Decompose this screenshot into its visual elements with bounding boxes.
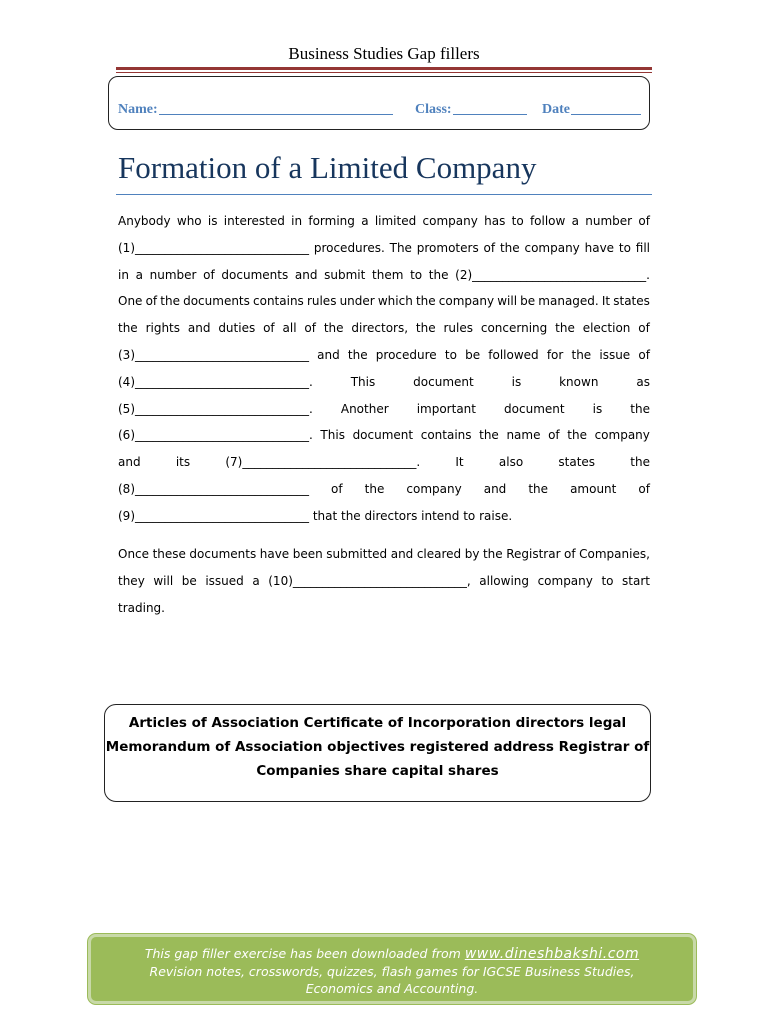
paragraph-line [118, 321, 650, 335]
word: is [511, 374, 522, 389]
paragraph-line [118, 547, 650, 561]
word: document [504, 401, 565, 416]
footer-banner [88, 934, 696, 1004]
header-rule-thick [116, 67, 652, 70]
word: a [252, 573, 260, 588]
paragraph-line [118, 294, 650, 308]
word: directors, [351, 321, 409, 336]
word: It [455, 455, 464, 470]
word: and [317, 348, 340, 362]
word: This [350, 374, 376, 389]
paragraph-line [118, 375, 650, 389]
word: states [613, 294, 650, 309]
word: documents [183, 294, 250, 309]
word: of [203, 267, 215, 282]
word: duties [218, 321, 256, 336]
word: they [118, 573, 145, 588]
word: the [428, 267, 449, 282]
class-blank[interactable] [453, 113, 527, 115]
word: amount [570, 482, 617, 496]
word: It [601, 294, 611, 309]
word: interested [223, 214, 285, 228]
word-bank-line: Articles of Association Certificate of Incorporation directors legal [128, 715, 627, 731]
word: is [207, 214, 218, 228]
word: have [259, 547, 290, 561]
word: and [294, 267, 318, 282]
word: limited [374, 214, 417, 228]
name-blank[interactable] [159, 113, 393, 115]
word: issue [599, 348, 631, 362]
word: the [323, 321, 344, 336]
word: the [630, 401, 650, 416]
word: of [483, 240, 496, 255]
word: document [352, 428, 414, 443]
word: as [636, 374, 650, 389]
word: be [465, 348, 481, 362]
word: followed [488, 348, 539, 362]
word: all [282, 321, 297, 336]
word: under [339, 294, 375, 309]
word: important [416, 401, 476, 416]
word: of [638, 348, 650, 362]
paragraph-line [118, 268, 650, 282]
word: of [263, 321, 275, 336]
word: been [292, 547, 323, 561]
word: the [571, 348, 592, 362]
word: and [187, 321, 211, 336]
word: the [630, 455, 650, 470]
word: submitted [326, 547, 388, 561]
footer-text: This gap filler exercise has been downloaded from [144, 946, 465, 961]
word: contains [253, 294, 304, 309]
word: of [638, 321, 650, 336]
word: rules [306, 294, 337, 309]
word: the [567, 428, 587, 443]
word: cleared [416, 547, 462, 561]
word: concerning [480, 321, 548, 336]
word: number [585, 214, 633, 228]
word: who [176, 214, 202, 228]
word: for [546, 348, 564, 362]
word: allowing [479, 573, 529, 588]
gap-blank[interactable]: (3)_____________________________ [118, 348, 309, 362]
word: its [175, 455, 191, 470]
word: a [571, 214, 579, 228]
word-bank-line: Companies share capital shares [256, 763, 499, 779]
header-title: Business Studies Gap fillers [288, 44, 480, 63]
name-field[interactable] [118, 102, 393, 118]
word: is [592, 401, 603, 416]
gap-blank[interactable]: (6)_____________________________. [118, 428, 313, 443]
word: name [506, 428, 541, 443]
word: company [438, 294, 495, 309]
word: of [638, 482, 650, 496]
word: to [511, 214, 524, 228]
word: have [584, 240, 615, 255]
word: Another [340, 401, 389, 416]
word: will [153, 573, 174, 588]
name-label: Name: [118, 102, 158, 117]
class-label: Class: [415, 102, 452, 117]
paragraph-line [118, 574, 650, 588]
class-field[interactable] [415, 102, 527, 118]
word: procedure [375, 348, 437, 362]
word: the [364, 482, 385, 496]
word: will [497, 294, 518, 309]
word: company [406, 482, 462, 496]
word: the [415, 321, 436, 336]
gap-blank[interactable]: (10)_____________________________, [268, 573, 471, 588]
paragraph-line [118, 402, 650, 416]
word: fill [635, 240, 650, 255]
footer-line-3: Economics and Accounting. [305, 981, 479, 996]
word: the [415, 294, 436, 309]
word: be [520, 294, 536, 309]
word: the [528, 482, 549, 496]
word: documents [221, 267, 289, 282]
word: states [558, 455, 596, 470]
word: known [559, 374, 599, 389]
word: to [410, 267, 423, 282]
word: be [181, 573, 197, 588]
word: company [537, 573, 593, 588]
footer-line-1 [91, 946, 693, 962]
word: in [118, 267, 129, 282]
word: the [479, 428, 499, 443]
word-bank-box [104, 704, 651, 802]
word: the [160, 294, 180, 309]
date-field[interactable] [542, 102, 641, 118]
word: the [555, 321, 575, 336]
word: promoters [416, 240, 479, 255]
page-title: Formation of a Limited Company [118, 150, 537, 185]
paragraph-line [118, 482, 650, 496]
word: number [149, 267, 197, 282]
word: forming [308, 214, 355, 228]
gap-blank[interactable]: (2)_____________________________. [455, 267, 650, 282]
word: the [482, 547, 503, 561]
title-rule [116, 194, 652, 195]
paragraph-line [118, 455, 650, 469]
word: by [464, 547, 480, 561]
word: of [638, 214, 650, 228]
paragraph-line [118, 214, 650, 228]
paragraph-last-line: (9)_____________________________ that the directors intend to raise. [118, 508, 513, 523]
word: a [361, 214, 369, 228]
word: of [548, 428, 560, 443]
word: rules [443, 321, 473, 336]
word: issued [205, 573, 244, 588]
paragraph-line [118, 348, 650, 362]
paragraph-last-line: trading. [118, 600, 165, 615]
header-rule-thin [116, 72, 652, 73]
word: of [331, 482, 343, 496]
word: and [118, 455, 141, 470]
word: these [152, 547, 186, 561]
word: has [484, 214, 506, 228]
word: them [372, 267, 404, 282]
gap-blank[interactable]: (8)_____________________________ [118, 482, 309, 496]
word: to [618, 240, 631, 255]
word: company [594, 428, 650, 443]
gap-blank[interactable]: (1)_____________________________ [118, 240, 309, 255]
date-label: Date [542, 102, 570, 117]
word: which [377, 294, 413, 309]
word: and [390, 547, 414, 561]
word: One [118, 294, 143, 309]
word: start [622, 573, 650, 588]
word-bank-line: Memorandum of Association objectives registered address Registrar of [105, 739, 650, 755]
word: to [444, 348, 457, 362]
word: company [422, 214, 478, 228]
word: the [499, 240, 520, 255]
word: The [389, 240, 412, 255]
word: Anybody [118, 214, 171, 228]
word: also [498, 455, 524, 470]
gap-blank[interactable]: (7)_____________________________. [225, 455, 421, 470]
word: managed. [538, 294, 599, 309]
word: follow [529, 214, 566, 228]
word: document [413, 374, 474, 389]
word: documents [189, 547, 257, 561]
footer-line-2: Revision notes, crosswords, quizzes, flash games for IGCSE Business Studies, [149, 964, 635, 979]
word: procedures. [313, 240, 385, 255]
word: of [145, 294, 158, 309]
word: rights [145, 321, 181, 336]
word: This [320, 428, 345, 443]
word: the [347, 348, 368, 362]
word: the [118, 321, 138, 336]
date-blank[interactable] [571, 113, 641, 115]
word: in [291, 214, 303, 228]
word: contains [420, 428, 472, 443]
word: and [483, 482, 507, 496]
word: submit [324, 267, 366, 282]
footer-website-link[interactable]: www.dineshbakshi.com [464, 946, 640, 962]
paragraph-line [118, 241, 650, 255]
word: a [135, 267, 143, 282]
word: of [304, 321, 316, 336]
student-info-box [108, 76, 650, 130]
word: Companies, [579, 547, 650, 561]
word: Once [118, 547, 150, 561]
word: of [564, 547, 576, 561]
gap-blank[interactable]: (5)_____________________________. [118, 401, 313, 416]
word: to [601, 573, 614, 588]
word: Registrar [506, 547, 561, 561]
gap-blank[interactable]: (4)_____________________________. [118, 374, 313, 389]
word: company [524, 240, 580, 255]
word: election [582, 321, 631, 336]
paragraph-line [118, 428, 650, 442]
